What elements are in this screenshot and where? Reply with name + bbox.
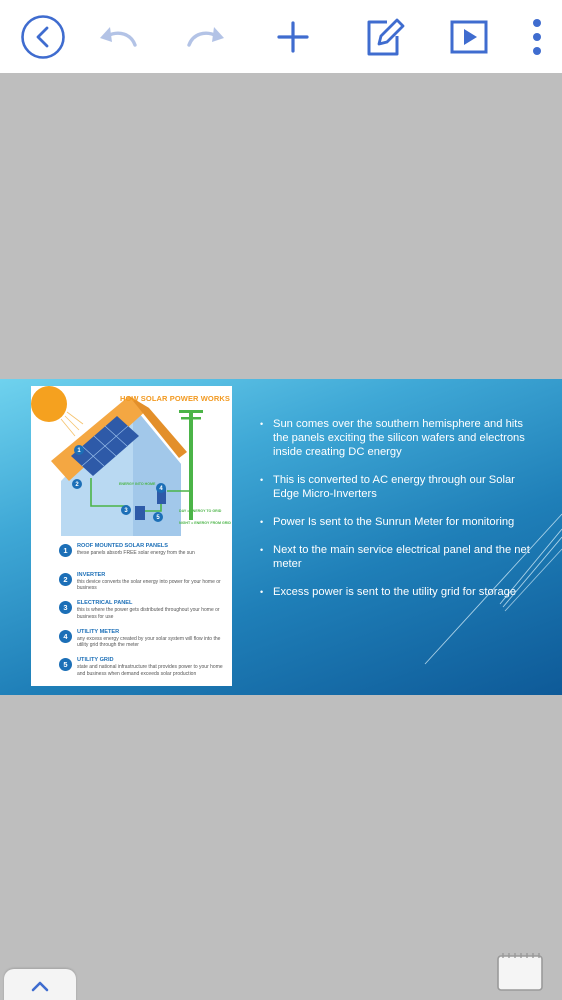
legend-title: ELECTRICAL PANEL (77, 600, 133, 606)
diagram-number: 5 (156, 515, 160, 521)
legend-item (59, 629, 229, 658)
slide-canvas[interactable] (0, 379, 562, 695)
legend-number: 1 (59, 544, 72, 557)
bullet-item: • Next to the main service electrical panel and the net meter (257, 543, 539, 571)
top-toolbar (0, 0, 562, 73)
sun-icon (31, 386, 67, 422)
legend-number: 5 (59, 658, 72, 671)
infographic-title: HOW SOLAR POWER WORKS (119, 394, 230, 403)
legend-description: these panels absorb FREE solar energy from the sun (77, 550, 195, 556)
plus-icon (270, 14, 316, 60)
bullet-item: • This is converted to AC energy through our Solar Edge Micro-Inverters (257, 473, 539, 501)
legend-description: this device converts the solar energy into power for your home or business (77, 578, 221, 591)
expand-panel-button[interactable] (4, 969, 76, 1000)
more-options-button[interactable] (514, 14, 560, 60)
legend-number: 3 (59, 601, 72, 614)
legend-number: 4 (59, 630, 72, 643)
legend-item (59, 572, 229, 601)
bullet-item: • Power Is sent to the Sunrun Meter for monitoring (257, 515, 539, 529)
legend-description: any excess energy created by your solar system will flow into the utility grid through the meter (77, 635, 221, 648)
bullet-item: • Excess power is sent to the utility grid for storage (257, 585, 539, 599)
redo-button[interactable] (183, 14, 229, 60)
legend-title: UTILITY GRID (77, 657, 114, 663)
legend-item (59, 543, 229, 572)
solar-house-diagram (31, 386, 232, 541)
legend-number: 2 (59, 573, 72, 586)
slide-thumbnail-icon (496, 952, 544, 992)
diagram-number: 2 (75, 482, 79, 488)
legend-title: UTILITY METER (77, 628, 120, 635)
slide-bullet-list[interactable] (257, 417, 539, 613)
bullet-item: • Sun comes over the southern hemisphere and hits the panels exciting the silicon wafers and electrons inside creating DC energy (257, 417, 539, 459)
diagram-number: 3 (124, 508, 128, 514)
edit-button[interactable] (361, 14, 407, 60)
legend-title: INVERTER (77, 571, 106, 578)
legend-item (59, 600, 229, 629)
infographic-legend (59, 543, 229, 686)
solar-infographic[interactable] (31, 386, 232, 686)
legend-description: state and national infrastructure that provides power to your home and business when demand exceeds solar production (77, 664, 223, 677)
play-icon (446, 14, 492, 60)
edit-icon (361, 14, 407, 60)
diagram-number: 1 (77, 448, 81, 454)
undo-icon (95, 14, 141, 60)
diagram-number: 4 (159, 486, 163, 492)
back-circle-icon (20, 14, 66, 60)
add-button[interactable] (270, 14, 316, 60)
play-slideshow-button[interactable] (446, 14, 492, 60)
diagram-label: DAY = ENERGY TO GRID (179, 509, 222, 513)
back-button[interactable] (20, 14, 66, 60)
diagram-label: ENERGY INTO HOME (119, 482, 156, 486)
chevron-up-icon (30, 979, 50, 993)
more-vert-icon (514, 14, 560, 60)
undo-button[interactable] (95, 14, 141, 60)
slide-thumbnails-button[interactable] (496, 952, 544, 992)
legend-description: this is where the power gets distributed throughout your home or business for use (77, 607, 220, 620)
redo-icon (183, 14, 229, 60)
legend-title: ROOF MOUNTED SOLAR PANELS (77, 543, 168, 549)
diagram-label: NIGHT = ENERGY FROM GRID (179, 521, 231, 525)
legend-item (59, 657, 229, 686)
